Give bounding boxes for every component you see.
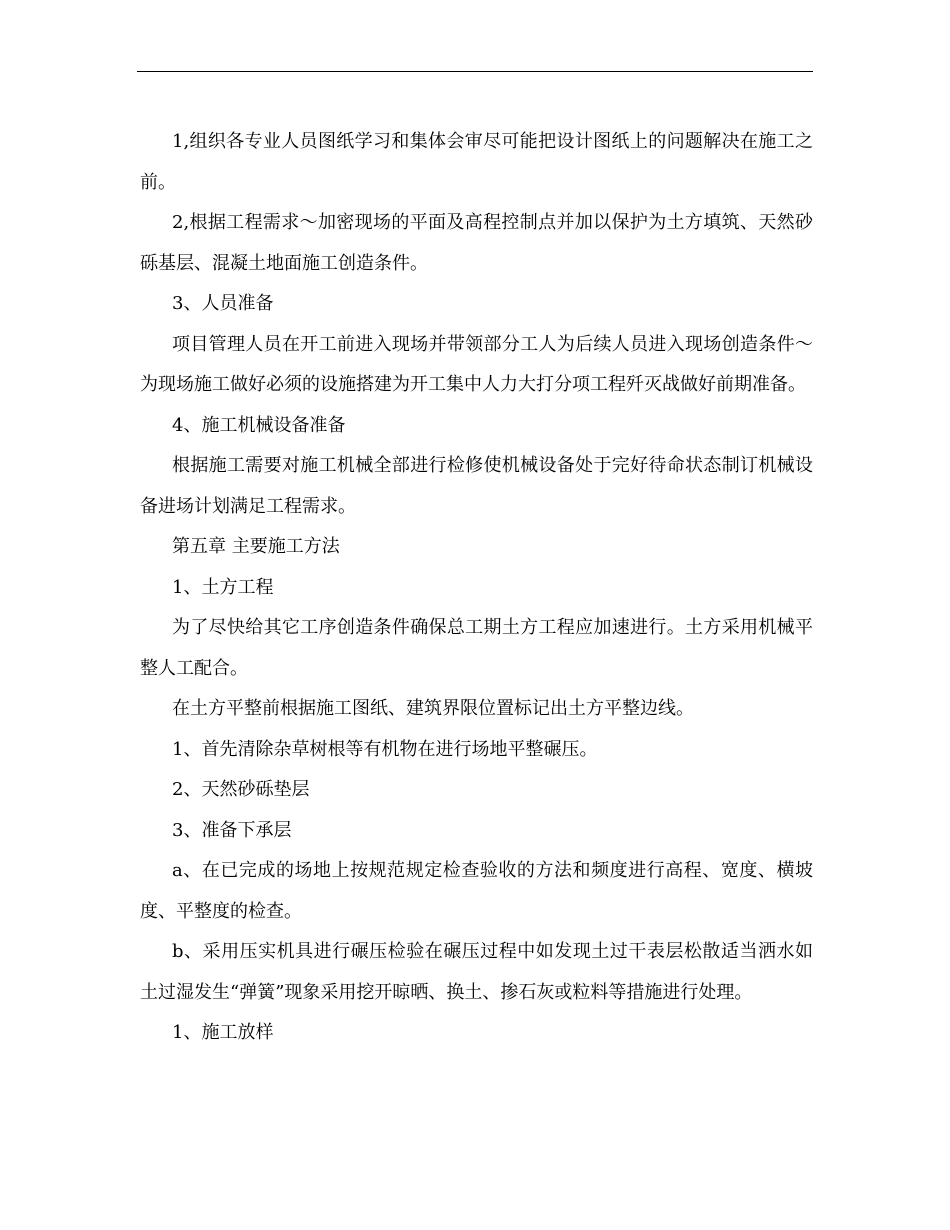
paragraph-earthwork: 为了尽快给其它工序创造条件确保总工期土方工程应加速进行。土方采用机械平整人工配合。 <box>140 617 813 679</box>
header-rule <box>137 71 813 72</box>
list-item-b-compaction: b、采用压实机具进行碾压检验在碾压过程中如发现土过干表层松散适当洒水如土过湿发生“弹簧”现象采用挖开晾晒、换土、掺石灰或粒料等措施进行处理。 <box>140 941 813 1003</box>
document-body <box>140 122 813 1054</box>
paragraph-equipment-prep: 根据施工需要对施工机械全部进行检修使机械设备处于完好待命状态制订机械设备进场计划满足工程需求。 <box>140 455 813 517</box>
paragraph-prep-drawing-review: 1,组织各专业人员图纸学习和集体会审尽可能把设计图纸上的问题解决在施工之前。 <box>140 131 813 193</box>
paragraph-earthwork-boundary: 在土方平整前根据施工图纸、建筑界限位置标记出土方平整边线。 <box>172 698 694 719</box>
paragraph-prep-control-points: 2,根据工程需求～加密现场的平面及高程控制点并加以保护为土方填筑、天然砂砾基层、混凝土地面施工创造条件。 <box>140 212 813 274</box>
heading-earthwork: 1、土方工程 <box>172 576 274 598</box>
list-item-clear-vegetation: 1、首先清除杂草树根等有机物在进行场地平整碾压。 <box>172 738 598 760</box>
list-item-a-inspection: a、在已完成的场地上按规范规定检查验收的方法和频度进行高程、宽度、横坡度、平整度的检查。 <box>140 860 813 922</box>
heading-personnel-prep: 3、人员准备 <box>172 293 274 314</box>
heading-equipment-prep: 4、施工机械设备准备 <box>172 414 346 436</box>
list-item-gravel-cushion: 2、天然砂砾垫层 <box>172 779 310 800</box>
list-item-prepare-sublayer: 3、准备下承层 <box>172 819 292 841</box>
list-item-construction-layout: 1、施工放样 <box>172 1022 274 1043</box>
chapter-title: 第五章 主要施工方法 <box>172 536 340 557</box>
paragraph-personnel-prep: 项目管理人员在开工前进入现场并带领部分工人为后续人员进入现场创造条件～为现场施工做好必须的设施搭建为开工集中人力大打分项工程歼灭战做好前期准备。 <box>140 333 813 395</box>
